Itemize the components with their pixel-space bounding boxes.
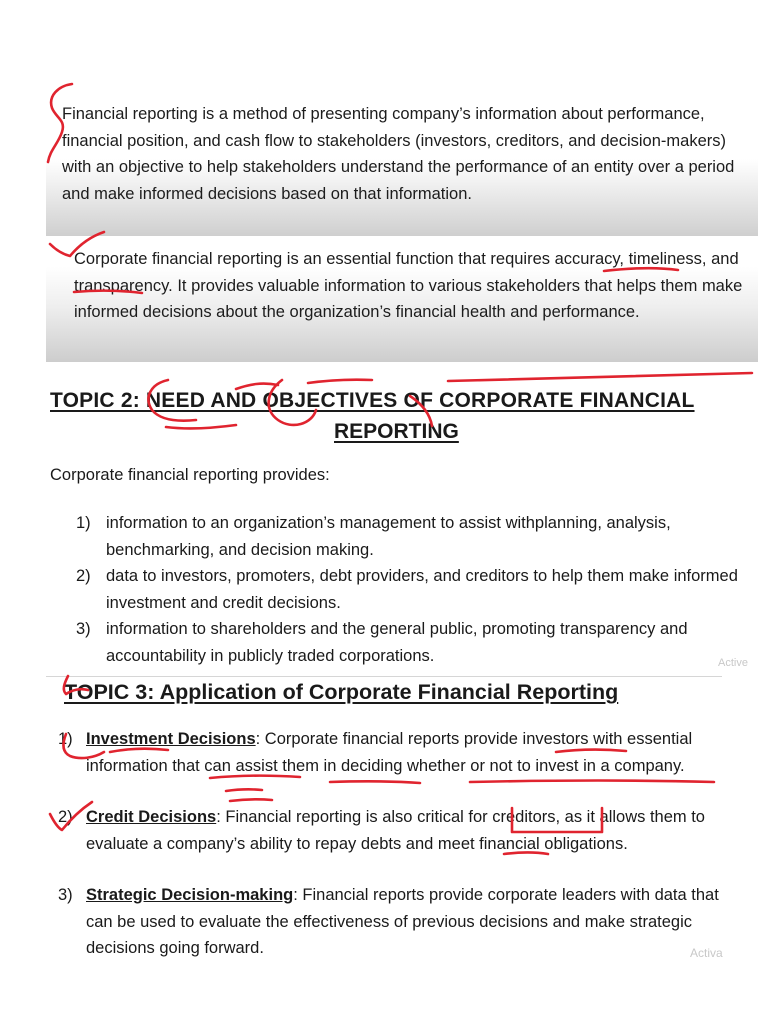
list-number: 1) <box>58 730 73 748</box>
list-term: Investment Decisions <box>86 730 256 748</box>
list-term: Strategic Decision-making <box>86 886 294 904</box>
list-number: 2) <box>58 808 73 826</box>
list-description: : Financial reporting is also critical for creditors, as it allows them to evaluate a company’s ability to repay debts and meet financial obligations. <box>86 808 705 853</box>
topic-2-title: TOPIC 2: NEED AND OBJECTIVES OF CORPORATE FINANCIAL <box>50 389 695 412</box>
list-text <box>86 804 748 857</box>
list-number: 2) <box>76 567 91 585</box>
list-description: : Corporate financial reports provide investors with essential information that can assist them in deciding whether or not to invest in a company. <box>86 730 693 775</box>
list-item <box>76 563 752 618</box>
topic-2-intro: Corporate financial reporting provides: <box>50 466 330 484</box>
list-number: 3) <box>76 620 91 638</box>
annotation-underline <box>226 789 262 791</box>
list-text: information to shareholders and the general public, promoting transparency and accountability in publicly traded corporations. <box>106 620 688 665</box>
watermark-text: Active <box>718 657 748 669</box>
annotation-underline <box>230 799 272 801</box>
list-number: 3) <box>58 886 73 904</box>
topic-3-title: TOPIC 3: Application of Corporate Financial Reporting <box>64 680 619 704</box>
annotation-underline <box>470 781 714 783</box>
watermark-text: Activa <box>690 946 723 960</box>
topic-2-title-continued: REPORTING <box>334 420 459 443</box>
section-divider <box>46 676 722 677</box>
paragraph-definition: Financial reporting is a method of presenting company’s information about performance, financial position, and cash flow to stakeholders (investors, creditors, and decision-makers) with an objective to help stakeholders understand the performance of an entity over a period and make informed decisions based on that information. <box>62 105 735 203</box>
paragraph-corporate-reporting: Corporate financial reporting is an essential function that requires accuracy, timeliness, and transparency. It provides valuable information to various stakeholders that helps them make informed decisions about the organization’s financial health and performance. <box>74 250 743 321</box>
list-description: : Financial reports provide corporate leaders with data that can be used to evaluate the effectiveness of previous decisions and make strategic decisions going forward. <box>86 886 719 957</box>
list-text: information to an organization’s management to assist withplanning, analysis, benchmarking, and decision making. <box>106 514 671 559</box>
annotation-stroke <box>308 380 372 383</box>
list-text <box>86 726 748 779</box>
list-item <box>76 616 752 671</box>
list-text: data to investors, promoters, debt providers, and creditors to help them make informed investment and credit decisions. <box>106 567 738 612</box>
list-number: 1) <box>76 514 91 532</box>
list-term: Credit Decisions <box>86 808 217 826</box>
list-item <box>76 510 752 565</box>
annotation-underline <box>166 425 236 428</box>
annotation-stroke <box>448 373 752 381</box>
list-text <box>86 882 748 962</box>
annotation-underline <box>330 781 420 783</box>
